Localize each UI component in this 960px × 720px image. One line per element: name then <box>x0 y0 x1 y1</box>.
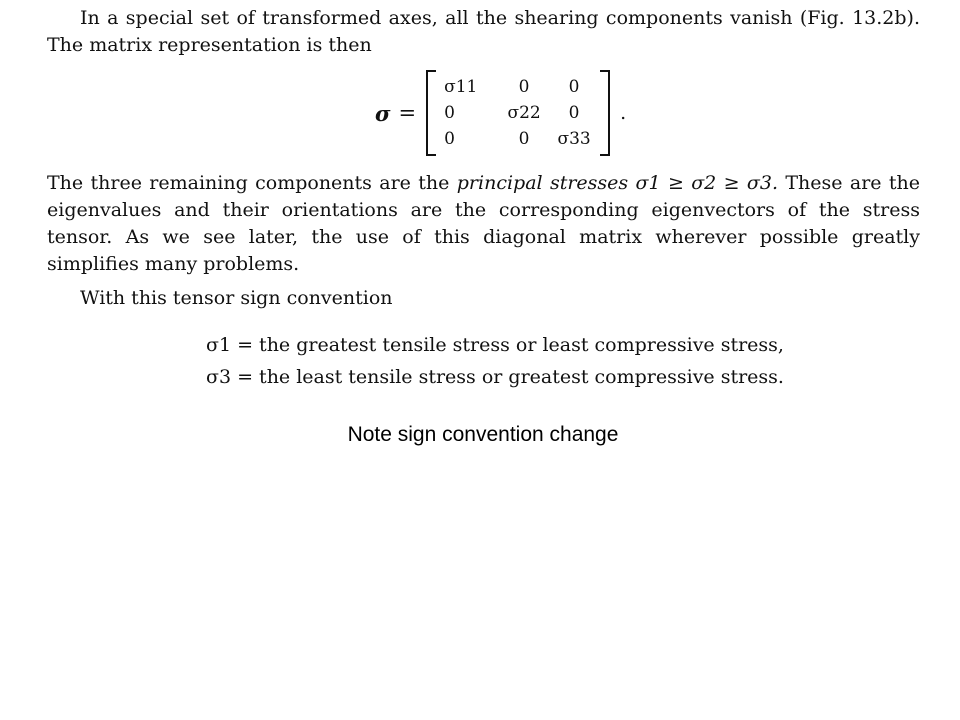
principal-relation: σ1 ≥ σ2 ≥ σ3. <box>635 172 779 194</box>
principal-before: The three remaining components are the <box>47 172 450 194</box>
convention-lead-text: With this tensor sign convention <box>80 287 393 309</box>
sign-convention-note: Note sign convention change <box>347 423 619 446</box>
convention-lead <box>47 285 920 312</box>
equation-equals: = <box>398 101 417 125</box>
matrix-cell: 0 <box>518 77 530 97</box>
matrix-cell: σ33 <box>557 129 591 149</box>
principal-after: These are the eigenvalues and their orientations are the corresponding eigenvectors of the stress tensor. As we see later, the use of this diagonal matrix wherever possible greatly simplifies many problems. <box>47 172 921 275</box>
matrix-cell: σ11 <box>444 77 478 97</box>
stress-matrix-equation <box>375 70 626 156</box>
matrix-cell: 0 <box>444 129 455 149</box>
equation-period: . <box>620 102 627 124</box>
convention-line-1: σ1 = the greatest tensile stress or least compressive stress, <box>206 334 784 356</box>
matrix-cell: 0 <box>568 77 580 97</box>
equation-lhs: σ <box>375 100 391 126</box>
intro-text: In a special set of transformed axes, all the shearing components vanish (Fig. 13.2b). The matrix representation is then <box>47 7 920 56</box>
principal-paragraph <box>47 170 920 278</box>
matrix-cell: 0 <box>568 103 580 123</box>
intro-paragraph <box>47 5 920 59</box>
convention-line-2: σ3 = the least tensile stress or greatest compressive stress. <box>206 366 784 388</box>
matrix-cell: σ22 <box>507 103 541 123</box>
principal-term: principal stresses <box>456 172 629 194</box>
stress-matrix <box>436 74 600 152</box>
matrix-cell: 0 <box>518 129 530 149</box>
left-bracket <box>426 70 436 156</box>
right-bracket <box>600 70 610 156</box>
matrix-cell: 0 <box>444 103 455 123</box>
